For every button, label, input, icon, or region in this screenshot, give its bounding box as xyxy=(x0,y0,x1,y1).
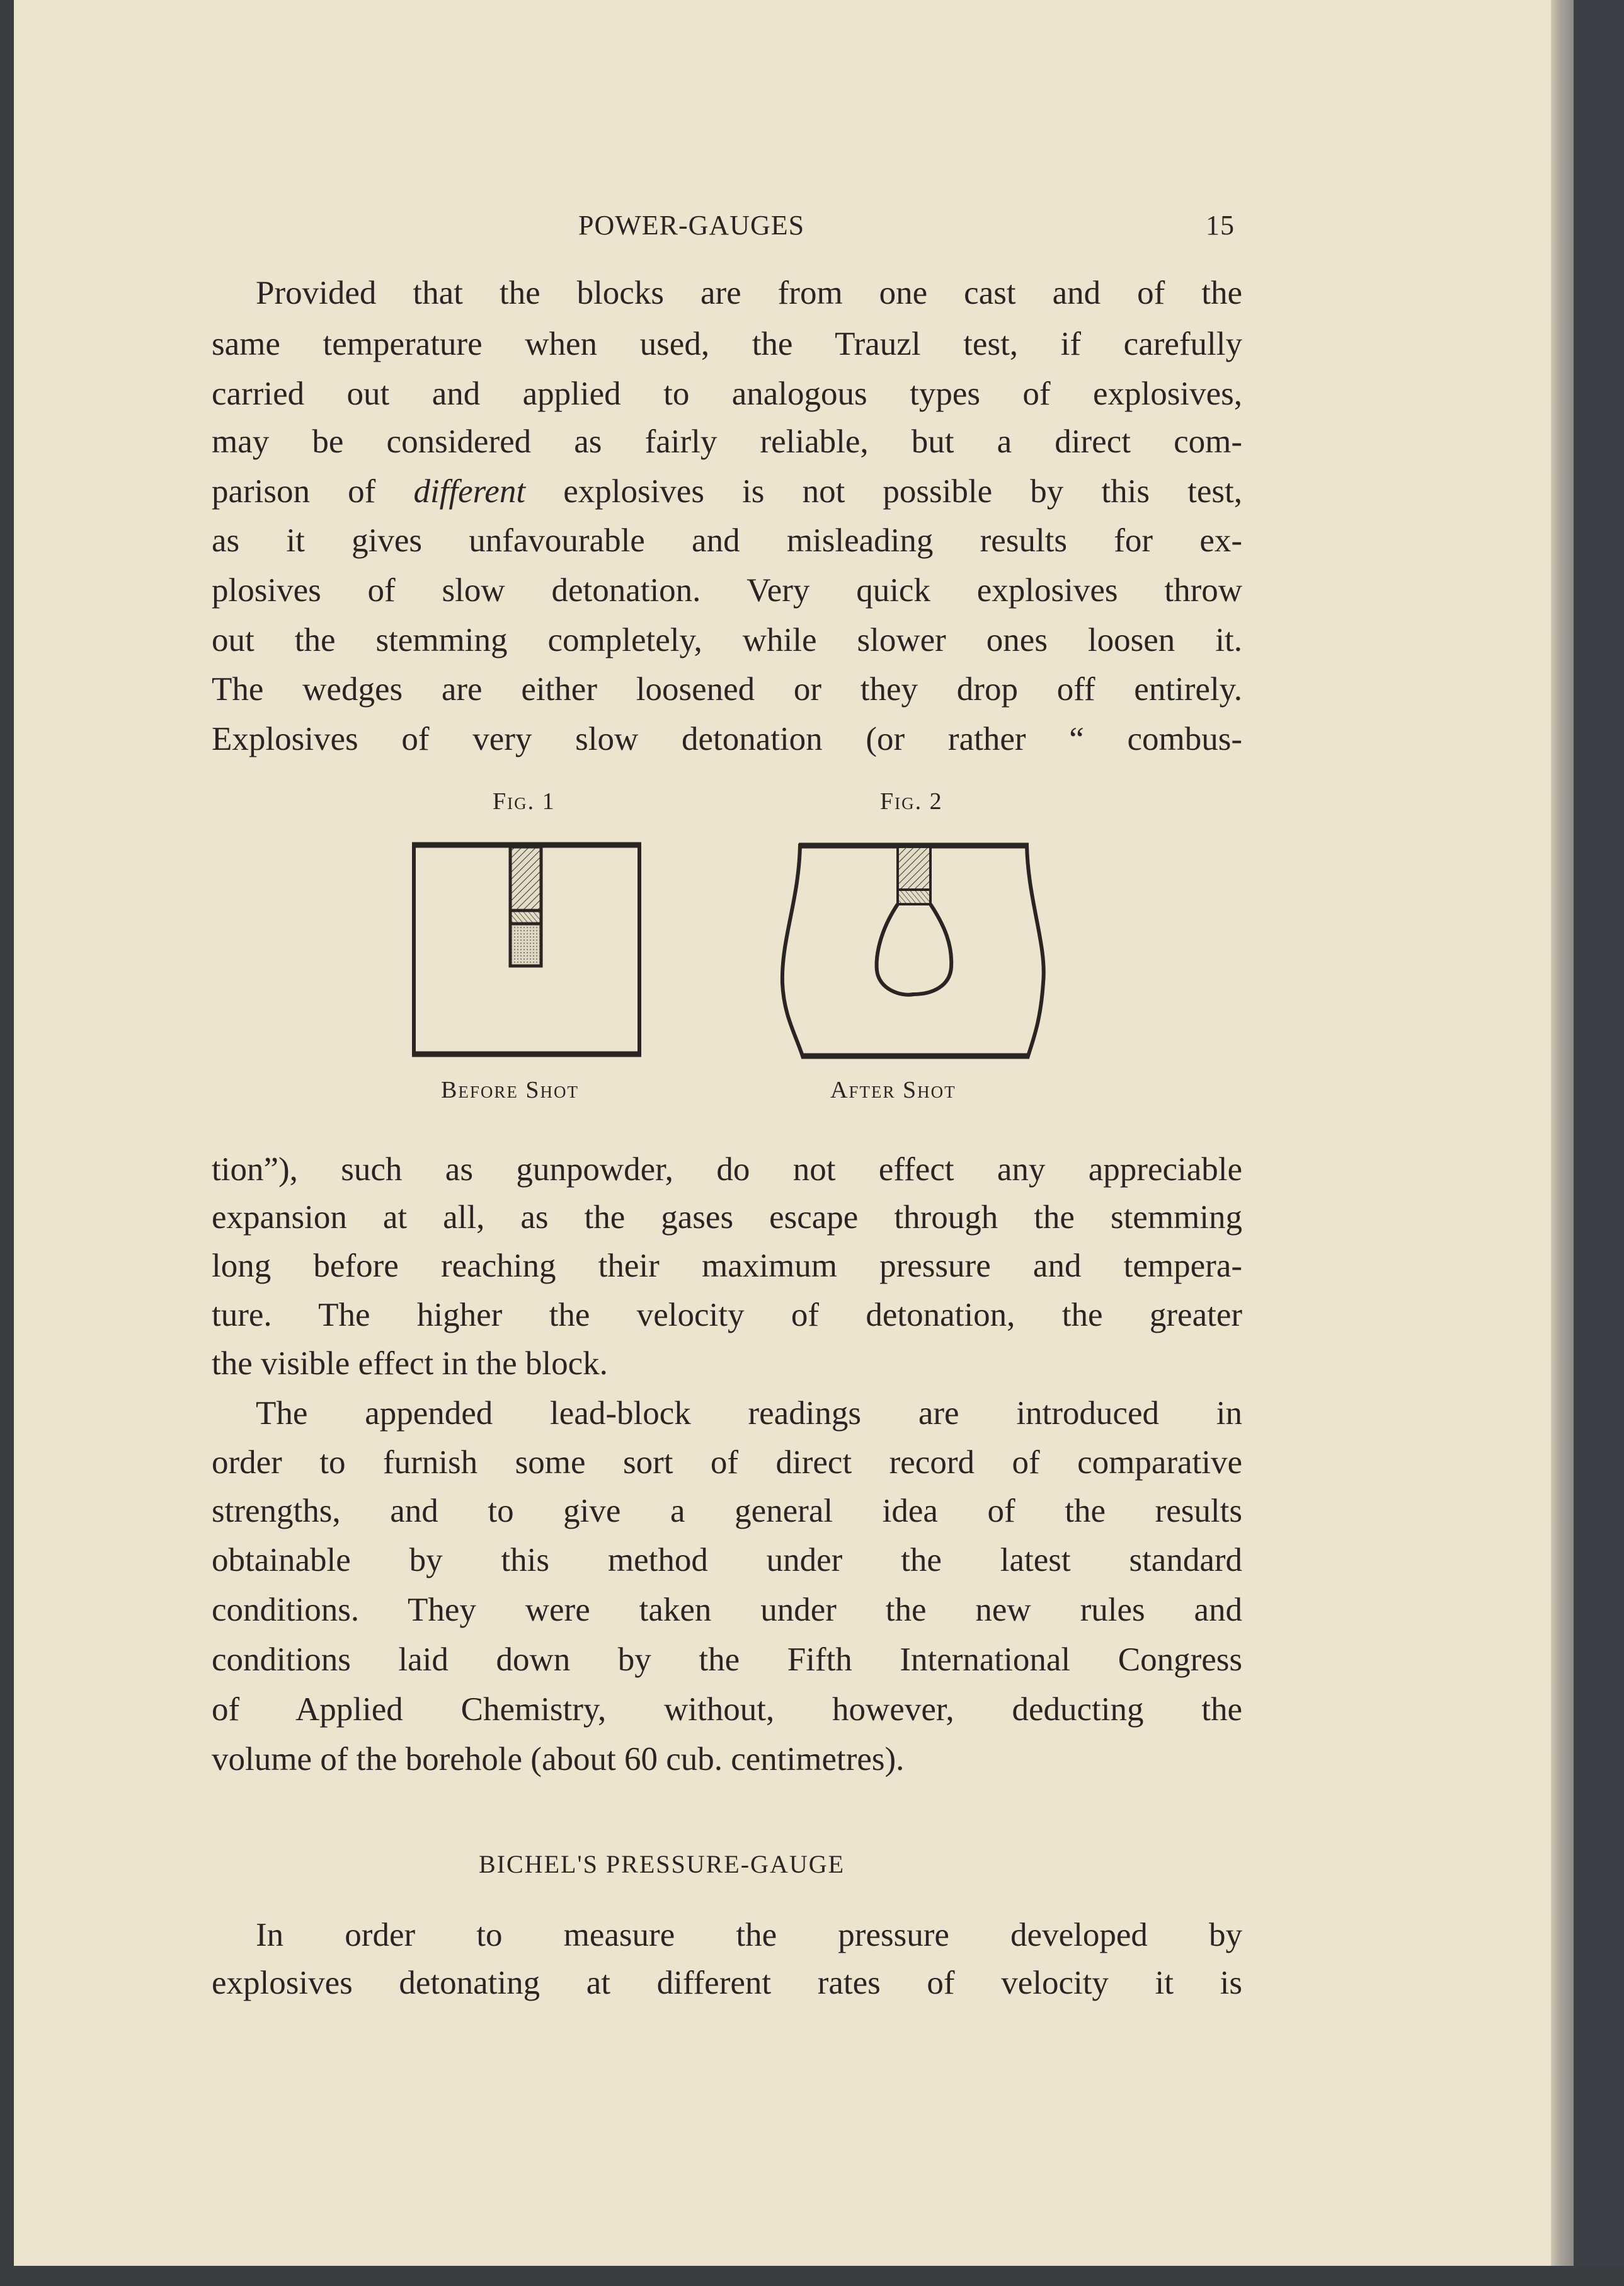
text-line: conditions laid down by the Fifth International Congress xyxy=(212,1641,1242,1678)
text-line: Explosives of very slow detonation (or rather “ combus- xyxy=(212,721,1242,757)
text-line: conditions. They were taken under the new rules and xyxy=(212,1592,1242,1628)
text-line: out the stemming completely, while slower ones loosen it. xyxy=(212,622,1242,658)
text-line: may be considered as fairly reliable, but a direct com- xyxy=(212,423,1242,460)
text-line: expansion at all, as the gases escape through the stemming xyxy=(212,1199,1242,1236)
text-line: carried out and applied to analogous types of explosives, xyxy=(212,376,1242,412)
figure-2-caption: After Shot xyxy=(830,1077,956,1103)
text-line: tion”), such as gunpowder, do not effect any appreciable xyxy=(212,1151,1242,1188)
text-line: the visible effect in the block. xyxy=(212,1345,608,1382)
text-line: plosives of slow detonation. Very quick explosives throw xyxy=(212,572,1242,609)
section-heading: BICHEL'S PRESSURE-GAUGE xyxy=(479,1850,845,1878)
text-line: long before reaching their maximum pressure and tempera- xyxy=(212,1248,1242,1284)
text-line: order to furnish some sort of direct record of comparative xyxy=(212,1444,1242,1481)
text-line: obtainable by this method under the latest standard xyxy=(212,1542,1242,1578)
text-segment: parison of xyxy=(212,473,414,510)
text-line: of Applied Chemistry, without, however, deducting the xyxy=(212,1691,1242,1728)
running-title: POWER-GAUGES xyxy=(578,210,805,241)
text-line: In order to measure the pressure developed by xyxy=(256,1917,1242,1953)
italic-emphasis: different xyxy=(413,473,526,510)
text-line: The appended lead-block readings are introduced in xyxy=(256,1395,1242,1432)
figure-2-after-shot-block xyxy=(782,846,1044,1056)
figure-1-caption: Before Shot xyxy=(441,1077,579,1103)
text-segment: explosives is not possible by this test, xyxy=(525,473,1242,510)
figure-1-label: Fig. 1 xyxy=(493,788,556,815)
text-line: The wedges are either loosened or they drop off entirely. xyxy=(212,671,1242,708)
figure-2-label: Fig. 2 xyxy=(880,788,943,815)
text-line: strengths, and to give a general idea of the results xyxy=(212,1493,1242,1529)
figure-1-before-shot-block xyxy=(412,845,641,1054)
text-line: volume of the borehole (about 60 cub. centimetres). xyxy=(212,1741,905,1778)
text-line: ture. The higher the velocity of detonation, the greater xyxy=(212,1297,1242,1333)
text-line: explosives detonating at different rates of velocity it is xyxy=(212,1965,1242,2001)
text-line: same temperature when used, the Trauzl test, if carefully xyxy=(212,326,1242,362)
text-line: Provided that the blocks are from one cast and of the xyxy=(256,275,1242,311)
text-line: as it gives unfavourable and misleading results for ex- xyxy=(212,522,1242,559)
page-number: 15 xyxy=(1206,210,1235,241)
